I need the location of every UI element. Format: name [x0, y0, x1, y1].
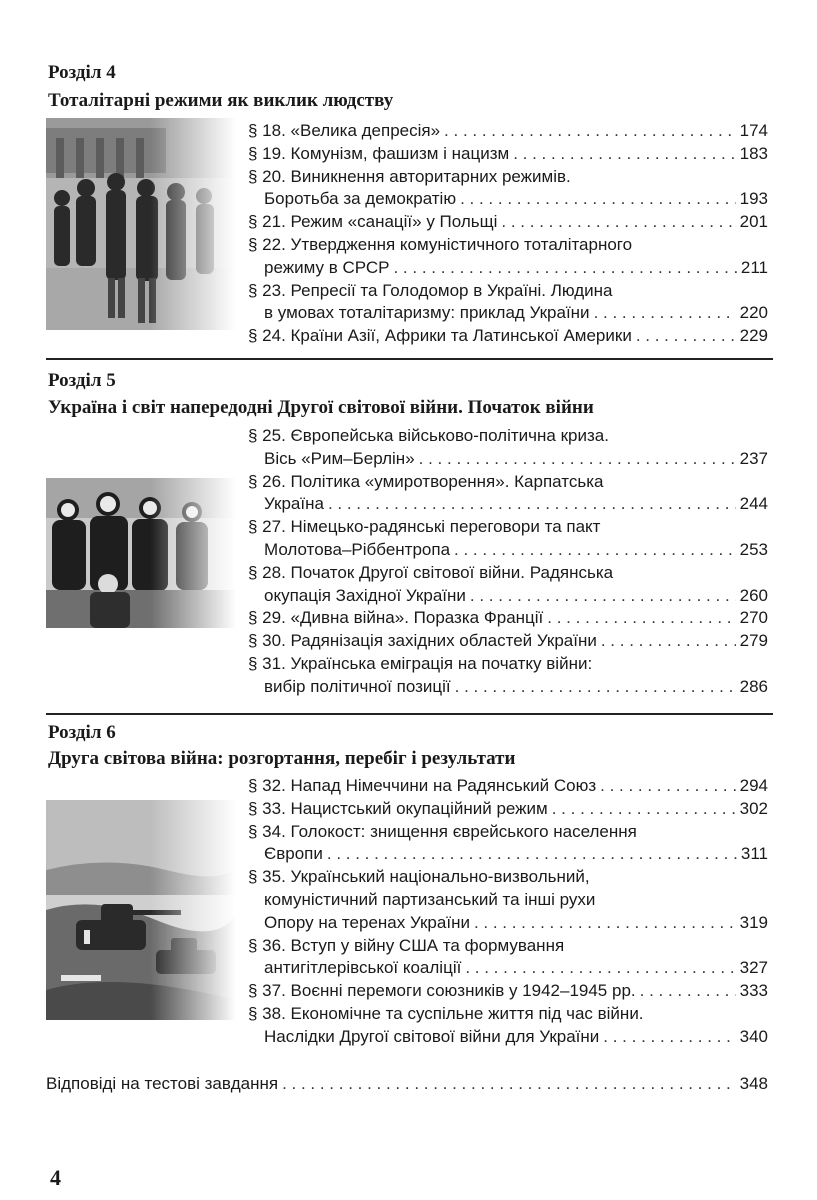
toc-entry-title: § 35. Український національно-визвольний, — [248, 867, 590, 887]
toc-entry[interactable] — [248, 425, 768, 471]
toc-entry-title: § 34. Голокост: знищення єврейського населення — [248, 821, 637, 841]
toc-entry-title: § 21. Режим «санації» у Польщі — [248, 212, 498, 232]
toc-entry[interactable] — [248, 866, 768, 934]
dot-leader — [460, 188, 736, 211]
toc-entry-page: 311 — [740, 844, 768, 864]
toc-list-answers — [46, 1073, 768, 1096]
toc-entry-title: § 30. Радянізація західних областей України — [248, 631, 597, 651]
section-label: Розділ 4 — [48, 62, 116, 83]
toc-entry-title-continued: Вісь «Рим–Берлін» — [264, 448, 415, 468]
dot-leader — [594, 302, 736, 325]
toc-entry-line — [248, 188, 768, 211]
toc-entry-title: § 32. Напад Німеччини на Радянський Союз — [248, 776, 597, 795]
toc-entry[interactable] — [248, 516, 768, 562]
toc-entry-title: § 37. Воєнні перемоги союзників у 1942–1945 рр. — [248, 981, 636, 1001]
toc-entry-page: 174 — [739, 121, 768, 140]
toc-entry-page: 211 — [740, 257, 768, 277]
dot-leader — [465, 957, 735, 980]
section-title: Друга світова війна: розгортання, перебіг і результати — [48, 748, 516, 769]
section-photo-battlefield — [46, 800, 236, 1020]
toc-entry[interactable] — [248, 234, 768, 280]
toc-entry[interactable] — [248, 775, 768, 798]
dot-leader — [640, 980, 736, 1003]
toc-entry[interactable] — [248, 120, 768, 143]
toc-entry-line — [248, 980, 768, 1003]
dot-leader — [547, 607, 735, 630]
toc-entry-page: 244 — [739, 494, 768, 514]
toc-entry[interactable] — [248, 821, 768, 867]
toc-entry-page: 302 — [739, 798, 768, 818]
section-title: Україна і світ напередодні Другої світової війни. Початок війни — [48, 397, 594, 418]
toc-entry-page: 327 — [739, 958, 768, 978]
dot-leader — [328, 493, 736, 516]
dot-leader — [444, 120, 736, 143]
toc-entry-line — [248, 211, 768, 234]
dot-leader — [636, 325, 736, 348]
toc-entry[interactable] — [248, 211, 768, 234]
toc-list — [248, 120, 768, 348]
toc-entry-page: 237 — [739, 448, 768, 468]
toc-entry-title: § 27. Німецько-радянські переговори та пакт — [248, 517, 601, 537]
toc-entry-line — [248, 607, 768, 630]
toc-entry-line — [248, 493, 768, 516]
toc-entry[interactable] — [248, 325, 768, 348]
toc-entry[interactable] — [248, 630, 768, 653]
toc-entry-title: § 29. «Дивна війна». Поразка Франції — [248, 608, 544, 628]
toc-entry-title: § 36. Вступ у війну США та формування — [248, 935, 565, 955]
dot-leader — [455, 676, 736, 699]
toc-entry-title-continued: Боротьба за демократію — [264, 189, 457, 209]
toc-entry-title-continued: Європи — [264, 844, 323, 864]
section-divider — [46, 713, 773, 715]
toc-entry[interactable] — [248, 562, 768, 608]
toc-entry-page: 260 — [739, 585, 768, 605]
toc-entry-page: 270 — [739, 608, 768, 628]
toc-entry-line — [248, 676, 768, 699]
toc-entry-title: § 24. Країни Азії, Африки та Латинської Америки — [248, 326, 632, 346]
section-label: Розділ 6 — [48, 722, 116, 743]
toc-entry-page: 348 — [739, 1074, 768, 1093]
toc-entry-line — [248, 1026, 768, 1049]
toc-entry[interactable] — [248, 143, 768, 166]
toc-entry-title: § 33. Нацистський окупаційний режим — [248, 798, 548, 818]
toc-entry[interactable] — [248, 935, 768, 981]
toc-entry-answers[interactable] — [46, 1073, 768, 1096]
toc-entry[interactable] — [248, 166, 768, 212]
toc-entry-page: 201 — [739, 212, 768, 232]
section-title: Тоталітарні режими як виклик людству — [48, 90, 394, 111]
toc-entry-page: 286 — [739, 676, 768, 696]
toc-entry-line — [248, 257, 768, 280]
section-photo-parade — [46, 118, 236, 330]
toc-entry-title: § 22. Утвердження комуністичного тоталітарного — [248, 234, 633, 254]
toc-entry-page: 183 — [739, 143, 768, 163]
section-divider — [46, 358, 773, 360]
toc-entry-title-continued: окупація Західної України — [264, 585, 466, 605]
toc-entry-line — [248, 957, 768, 980]
toc-entry-line — [248, 775, 768, 798]
dot-leader — [603, 1026, 735, 1049]
toc-entry-line — [248, 912, 768, 935]
toc-entry-line — [46, 1073, 768, 1096]
page-number: 4 — [50, 1165, 61, 1190]
section-label: Розділ 5 — [48, 370, 116, 391]
dot-leader — [327, 843, 737, 866]
toc-entry-title: § 23. Репресії та Голодомор в Україні. Людина — [248, 280, 613, 300]
toc-entry-page: 229 — [739, 326, 768, 346]
toc-entry[interactable] — [248, 607, 768, 630]
toc-entry-title-continued: Наслідки Другої світової війни для України — [264, 1026, 600, 1046]
dot-leader — [501, 211, 735, 234]
toc-entry-title: § 28. Початок Другої світової війни. Радянська — [248, 562, 614, 582]
toc-entry-page: 333 — [739, 981, 768, 1001]
toc-entry-title: § 18. «Велика депресія» — [248, 121, 441, 140]
toc-entry-page: 220 — [739, 303, 768, 323]
toc-entry-line — [248, 585, 768, 608]
dot-leader — [474, 912, 736, 935]
toc-entry-title: § 38. Економічне та суспільне життя під час війни. — [248, 1003, 644, 1023]
dot-leader — [282, 1073, 736, 1096]
toc-entry-title-continued: Молотова–Ріббентропа — [264, 539, 451, 559]
toc-entry-page: 193 — [739, 189, 768, 209]
toc-entry[interactable] — [248, 798, 768, 821]
toc-entry-title: § 31. Українська еміграція на початку війни: — [248, 653, 593, 673]
toc-entry[interactable] — [248, 1003, 768, 1049]
toc-entry-title: § 19. Комунізм, фашизм і нацизм — [248, 143, 510, 163]
toc-entry-page: 294 — [739, 776, 768, 795]
toc-entry-line — [248, 143, 768, 166]
dot-leader — [393, 257, 736, 280]
toc-entry-line — [248, 798, 768, 821]
dot-leader — [552, 798, 736, 821]
toc-entry-title-continued: антигітлерівської коаліції — [264, 958, 462, 978]
toc-entry-line — [248, 843, 768, 866]
toc-entry-title-continued: режиму в СРСР — [264, 257, 390, 277]
toc-entry-page: 340 — [739, 1026, 768, 1046]
toc-entry-title-continued: вибір політичної позиції — [264, 676, 451, 696]
toc-entry-title: Відповіді на тестові завдання — [46, 1074, 279, 1093]
toc-entry[interactable] — [248, 280, 768, 326]
toc-entry-line — [248, 120, 768, 143]
section-photo-diplomats — [46, 478, 236, 628]
toc-entry-title-continued: Опору на теренах України — [264, 912, 470, 932]
toc-entry-line — [248, 325, 768, 348]
dot-leader — [470, 585, 736, 608]
toc-entry-line — [248, 539, 768, 562]
toc-entry-title: § 26. Політика «умиротворення». Карпатська — [248, 471, 604, 491]
dot-leader — [601, 630, 736, 653]
toc-entry-line — [248, 448, 768, 471]
toc-entry-title: § 20. Виникнення авторитарних режимів. — [248, 166, 571, 186]
toc-entry[interactable] — [248, 980, 768, 1003]
dot-leader — [600, 775, 736, 798]
toc-entry[interactable] — [248, 653, 768, 699]
toc-entry[interactable] — [248, 471, 768, 517]
toc-entry-page: 319 — [739, 912, 768, 932]
toc-entry-page: 279 — [739, 631, 768, 651]
toc-entry-title-continued: Україна — [264, 494, 324, 514]
toc-entry-title-continued: в умовах тоталітаризму: приклад України — [264, 303, 590, 323]
dot-leader — [513, 143, 735, 166]
toc-entry-title: § 25. Європейська військово-політична криза. — [248, 426, 609, 445]
dot-leader — [419, 448, 736, 471]
toc-list — [248, 425, 768, 699]
toc-entry-line — [248, 630, 768, 653]
dot-leader — [454, 539, 736, 562]
toc-entry-line — [248, 302, 768, 325]
toc-list — [248, 775, 768, 1049]
toc-entry-page: 253 — [739, 539, 768, 559]
toc-entry-title-continued: комуністичний партизанський та інші рухи — [264, 889, 596, 909]
